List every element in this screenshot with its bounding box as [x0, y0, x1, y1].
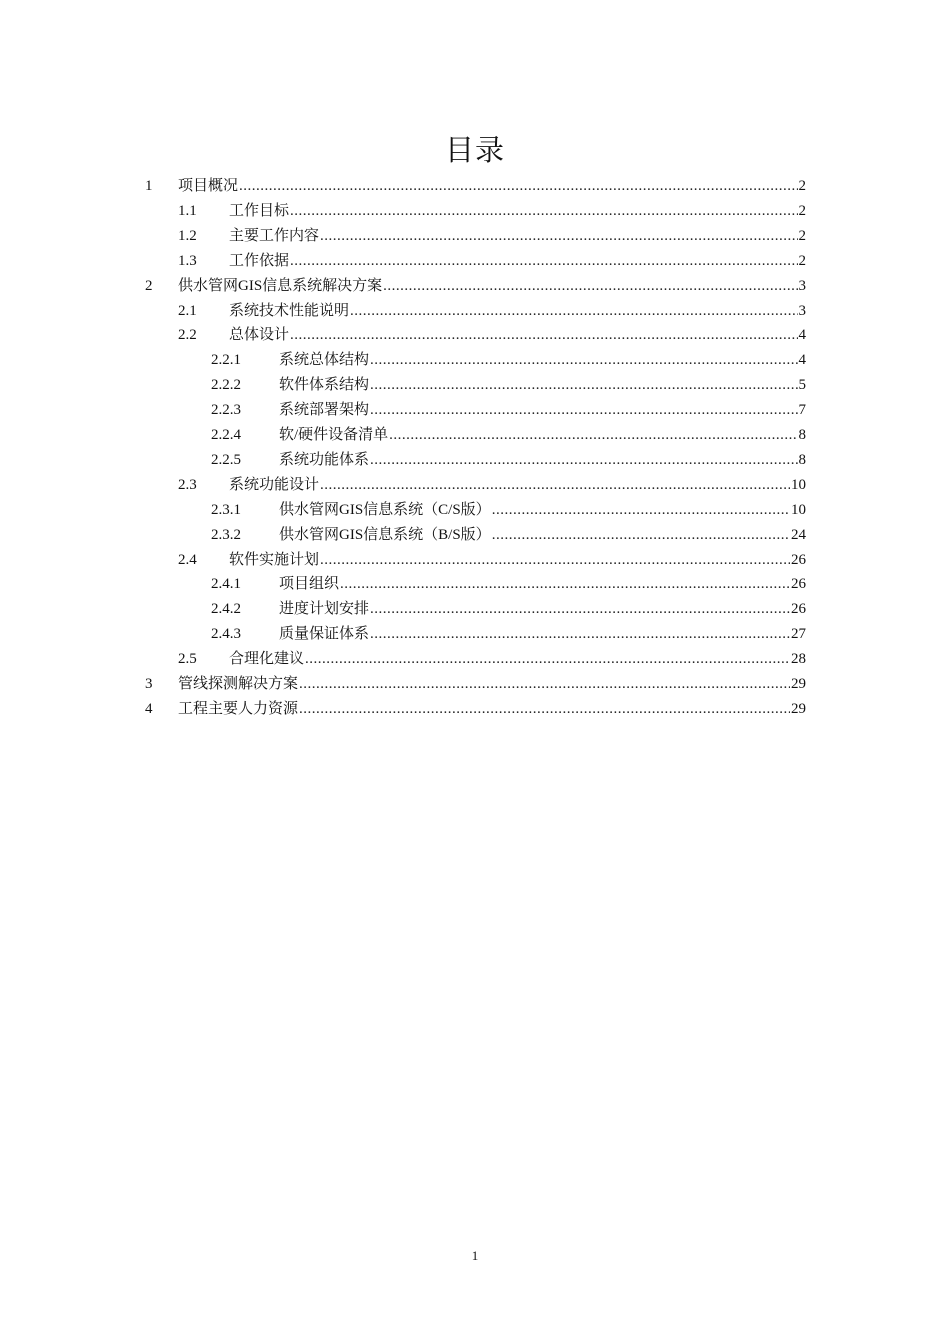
toc-entry-number: 2	[145, 277, 153, 294]
toc-entry[interactable]	[178, 199, 806, 223]
toc-entry-title: 主要工作内容	[229, 227, 320, 244]
toc-leader-dots	[299, 672, 790, 696]
toc-entry-title: 系统功能设计	[229, 476, 320, 493]
toc-entry[interactable]	[178, 473, 806, 497]
toc-entry-title: 项目概况	[178, 178, 239, 194]
toc-entry-page: 8	[798, 427, 806, 443]
toc-entry-title: 供水管网GIS信息系统（C/S版）	[279, 501, 491, 518]
toc-leader-dots	[320, 473, 790, 497]
toc-entry-page: 26	[791, 576, 806, 593]
toc-entry-number: 2.4.3	[211, 626, 241, 643]
toc-entry-page: 5	[798, 377, 806, 394]
toc-entry-number: 4	[145, 700, 153, 717]
toc-leader-dots	[290, 249, 797, 273]
toc-entry-title: 软/硬件设备清单	[279, 427, 389, 443]
toc-entry[interactable]	[178, 299, 806, 323]
toc-entry-page: 3	[798, 277, 806, 294]
toc-entry-page: 26	[791, 551, 806, 568]
toc-leader-dots	[305, 647, 790, 671]
toc-entry[interactable]	[211, 423, 806, 447]
toc-leader-dots	[383, 274, 797, 298]
toc-entry-title: 进度计划安排	[279, 601, 370, 618]
toc-leader-dots	[370, 398, 797, 422]
toc-entry-title: 工作依据	[229, 252, 290, 269]
toc-entry-number: 2.2.1	[211, 352, 241, 369]
toc-entry[interactable]	[211, 398, 806, 422]
toc-entry-page: 29	[791, 676, 806, 692]
toc-entry-title: 系统部署架构	[279, 402, 370, 419]
toc-entry[interactable]	[211, 572, 806, 596]
toc-entry-number: 2.2.2	[211, 377, 241, 394]
toc-entry-title: 系统技术性能说明	[229, 302, 350, 319]
toc-entry[interactable]	[178, 548, 806, 572]
toc-title: 目录	[444, 135, 505, 167]
toc-leader-dots	[299, 697, 790, 721]
toc-entry-number: 2.5	[178, 651, 197, 668]
toc-leader-dots	[370, 448, 797, 472]
toc-entry-title: 质量保证体系	[279, 626, 370, 643]
toc-entry-page: 4	[798, 327, 806, 344]
toc-entry-number: 1.3	[178, 252, 197, 269]
toc-entry-number: 2.2	[178, 327, 197, 344]
toc-entry-number: 2.4.1	[211, 576, 241, 593]
toc-entry[interactable]	[145, 697, 806, 721]
toc-entry[interactable]	[145, 672, 806, 696]
toc-leader-dots	[320, 548, 790, 572]
toc-entry-title: 软件体系结构	[279, 377, 370, 394]
toc-entry[interactable]	[178, 224, 806, 248]
toc-entry[interactable]	[211, 597, 806, 621]
toc-entry-number: 1.2	[178, 227, 197, 244]
toc-entry[interactable]	[145, 274, 806, 298]
toc-entry-title: 系统功能体系	[279, 451, 370, 468]
toc-entry-number: 1	[145, 178, 153, 194]
toc-entry-page: 2	[798, 227, 806, 244]
toc-entry[interactable]	[211, 498, 806, 522]
toc-leader-dots	[492, 498, 790, 522]
toc-entry-number: 2.2.5	[211, 451, 241, 468]
toc-leader-dots	[239, 174, 797, 198]
toc-entry-number: 2.3	[178, 476, 197, 493]
toc-entry-page: 2	[798, 202, 806, 219]
toc-entry-number: 2.3.2	[211, 526, 241, 543]
toc-entry-page: 28	[791, 651, 806, 668]
toc-entry[interactable]	[145, 174, 806, 198]
toc-leader-dots	[320, 224, 797, 248]
toc-entry-page: 29	[791, 700, 806, 717]
toc-entry[interactable]	[178, 647, 806, 671]
toc-entry-page: 4	[798, 352, 806, 369]
toc-entry[interactable]	[178, 323, 806, 347]
toc-entry-title: 项目组织	[279, 576, 340, 593]
toc-leader-dots	[370, 597, 790, 621]
toc-leader-dots	[290, 199, 797, 223]
toc-entry-title: 软件实施计划	[229, 551, 320, 568]
toc-entry-number: 2.2.4	[211, 427, 241, 443]
toc-entry[interactable]	[211, 523, 806, 547]
toc-entry[interactable]	[211, 448, 806, 472]
toc-entry-title: 供水管网GIS信息系统解决方案	[178, 277, 383, 294]
toc-leader-dots	[389, 423, 797, 447]
toc-entry-number: 3	[145, 676, 153, 692]
toc-entry-title: 管线探测解决方案	[178, 676, 299, 692]
toc-entry-page: 7	[798, 402, 806, 419]
toc-entry[interactable]	[211, 373, 806, 397]
toc-entry-title: 工程主要人力资源	[178, 700, 299, 717]
toc-entry-title: 系统总体结构	[279, 352, 370, 369]
toc-entry-page: 26	[791, 601, 806, 618]
toc-entry-number: 2.3.1	[211, 501, 241, 518]
page-number: 1	[471, 1248, 479, 1263]
toc-entry[interactable]	[178, 249, 806, 273]
toc-leader-dots	[492, 523, 790, 547]
toc-entry-page: 8	[798, 451, 806, 468]
toc-entry-page: 24	[791, 526, 806, 543]
toc-leader-dots	[370, 622, 790, 646]
toc-entry-page: 10	[791, 476, 806, 493]
toc-entry-number: 2.2.3	[211, 402, 241, 419]
toc-entry-page: 3	[798, 302, 806, 319]
toc-entry-title: 工作目标	[229, 202, 290, 219]
toc-entry-number: 2.1	[178, 302, 197, 319]
toc-leader-dots	[290, 323, 797, 347]
toc-leader-dots	[370, 373, 797, 397]
toc-entry-title: 合理化建议	[229, 651, 305, 668]
toc-entry-number: 1.1	[178, 202, 197, 219]
toc-entry-page: 27	[791, 626, 806, 643]
toc-entry-number: 2.4.2	[211, 601, 241, 618]
toc-entry-number: 2.4	[178, 551, 197, 568]
toc-entry[interactable]	[211, 622, 806, 646]
toc-leader-dots	[350, 299, 797, 323]
toc-leader-dots	[340, 572, 790, 596]
toc-entry-page: 2	[798, 178, 806, 194]
toc-leader-dots	[370, 348, 797, 372]
toc-entry-page: 10	[791, 501, 806, 518]
toc-entry-title: 总体设计	[229, 327, 290, 344]
toc-entry[interactable]	[211, 348, 806, 372]
toc-entry-title: 供水管网GIS信息系统（B/S版）	[279, 526, 491, 543]
toc-entry-page: 2	[798, 252, 806, 269]
